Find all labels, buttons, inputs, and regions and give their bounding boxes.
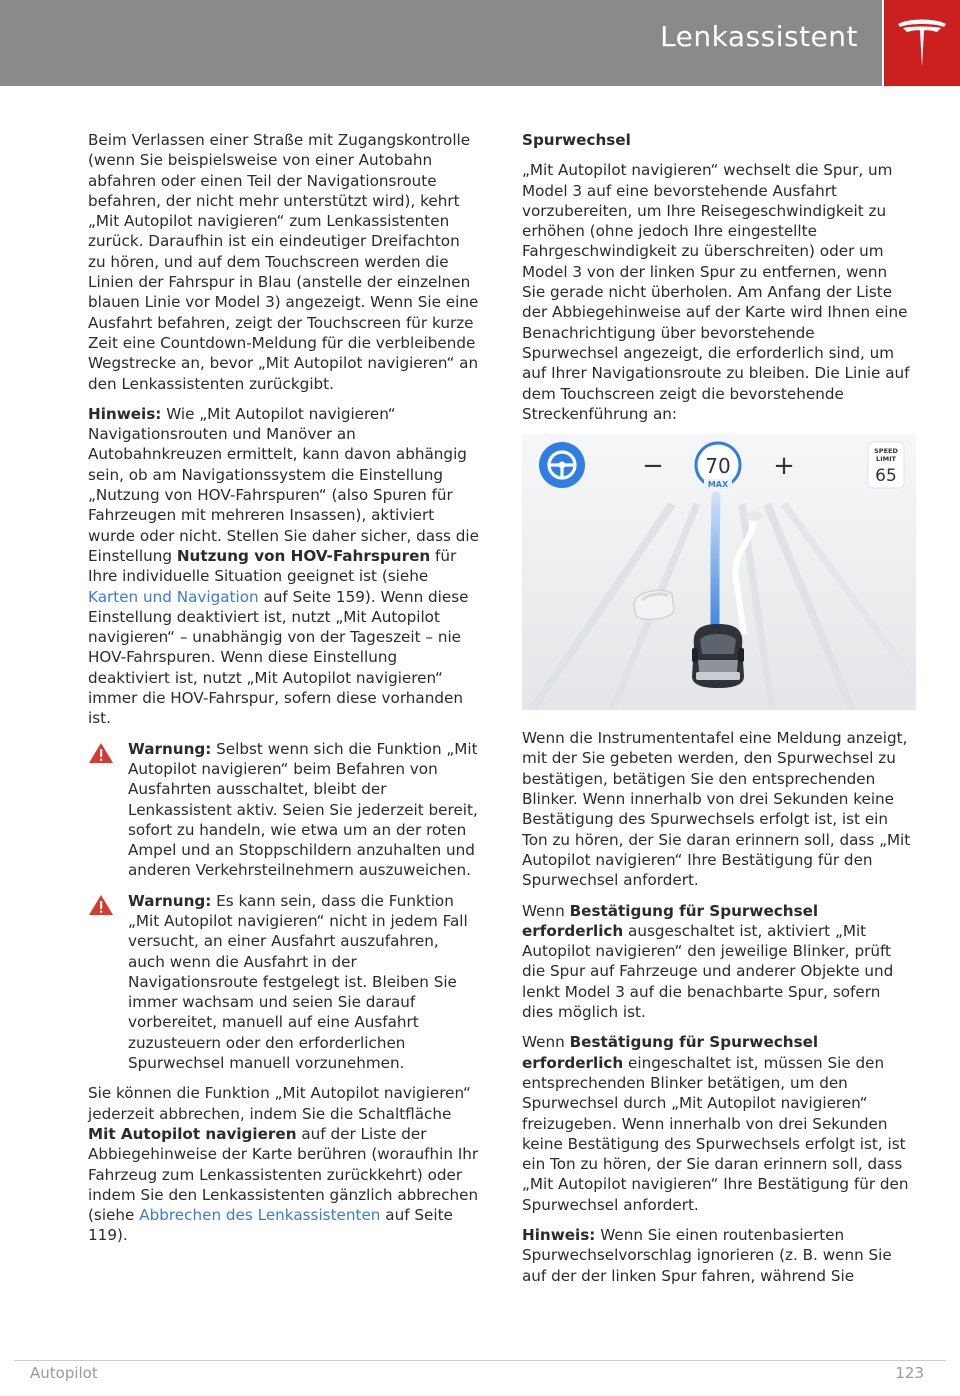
note-label: Hinweis: [88,404,162,423]
touchscreen-figure [522,434,916,710]
note-text-a: Wie „Mit Autopilot navigieren“ Navigationsrouten und Manöver an Autobahnkreuzen ermittelt, kann davon abhängig sein, ob am Navigationssystem die Einstellung „Nutzung von HOV-Fahrspuren“ (also Spuren für Fahrzeugen mit mehreren Insassen), aktiviert wurde oder nicht. Stellen Sie daher sicher, dass die Einstellung [88,404,479,565]
route-line [715,496,716,629]
left-column [88,130,480,1256]
text: Wenn [522,1033,570,1052]
speed-limit-label: SPEED [874,447,898,456]
button-name-nav-autopilot: Mit Autopilot navigieren [88,1124,297,1143]
right-column [522,130,914,1296]
note-label: Hinweis: [522,1225,596,1244]
warning-label: Warnung: [128,891,212,910]
warning-text: Selbst wenn sich die Funktion „Mit Autopilot navigieren“ beim Befahren von Ausfahrten ausschaltet, bleibt der Lenkassistent aktiv. Seien Sie jederzeit bereit, sofort zu handeln, wie etwa um an der roten Ampel und an Stoppschildern anzuhalten und anderen Verkehrsteilnehmern auszuweichen. [128,739,478,880]
footer-section: Autopilot [30,1364,98,1382]
paragraph-confirm-on [522,1032,914,1215]
paragraph-cancel [88,1083,480,1245]
speed-limit-label: LIMIT [876,455,896,464]
paragraph-lane-change-intro: „Mit Autopilot navigieren“ wechselt die Spur, um Model 3 auf eine bevorstehende Ausfahrt vorzubereiten, um Ihre Reisegeschwindigkeit zu erhöhen (ohne jedoch Ihre eingestellte Fahrgeschwindigkeit zu überschreiten) oder um Model 3 von der linken Spur zu entfernen, wenn Sie gerade nicht überholen. Am Anfang der Liste der Abbiegehinweise auf der Karte wird Ihnen eine Benachrichtigung über bevorstehende Spurwechsel angezeigt, die erforderlich sind, um auf Ihrer Navigationsroute zu bleiben. Die Linie auf dem Touchscreen zeigt die bevorstehende Streckenführung an: [522,161,910,423]
warning-label: Warnung: [128,739,212,758]
page-title: Lenkassistent [660,20,858,53]
note-text-c: auf Seite 159). Wenn diese Einstellung deaktiviert ist, nutzt „Mit Autopilot navigieren“ – unabhängig von der Tageszeit – nie HOV-Fahrspuren. Wenn diese Einstellung deaktiviert ist, nutzt „Mit Autopilot navigieren“ immer die HOV-Fahrspur, sofern diese vorhanden ist. [88,587,469,728]
speed-increase-button[interactable]: + [773,451,795,482]
link-maps-navigation[interactable]: Karten und Navigation [88,587,259,606]
touchscreen-illustration [522,434,916,710]
cancel-text-a: Sie können die Funktion „Mit Autopilot navigieren“ jederzeit abbrechen, indem Sie die Schaltfläche [88,1084,471,1123]
speed-limit-value: 65 [875,466,897,487]
note-route-lane-change [522,1225,914,1286]
footer-divider [14,1360,946,1361]
text: Wenn [522,901,570,920]
setting-name-confirm: Bestätigung für Spurwechsel erforderlich [522,901,819,940]
set-speed-indicator [696,443,740,489]
note-hov [88,404,480,729]
warning-icon [88,894,114,916]
speed-decrease-button[interactable]: − [642,451,664,482]
warning-block-1 [88,739,480,881]
text: eingeschaltet ist, müssen Sie den entsprechenden Blinker betätigen, um den Spurwechsel durch „Mit Autopilot navigieren“ freizugeben. Wenn innerhalb von drei Sekunden keine Bestätigung des Spurwechsels erfolgt ist, ist ein Ton zu hören, der Sie daran erinnern soll, dass „Mit Autopilot navigieren“ Ihre Bestätigung für den Spurwechsel anfordert. [522,1053,909,1214]
logo-box [884,0,960,86]
max-label: MAX [707,480,729,490]
page-header [0,0,882,86]
setting-name-hov: Nutzung von HOV-Fahrspuren [176,546,431,565]
paragraph-confirm-off [522,901,914,1023]
warning-icon [88,742,114,764]
note-text-b: für Ihre individuelle Situation geeignet ist (siehe [88,546,457,586]
speed-limit-sign [868,442,904,488]
steering-wheel-icon[interactable] [539,442,585,488]
setting-name-confirm: Bestätigung für Spurwechsel erforderlich [522,1033,819,1072]
warning-text: Es kann sein, dass die Funktion „Mit Autopilot navigieren“ nicht in jedem Fall versucht, an einer Ausfahrt auszufahren, auch wenn die Ausfahrt in der Navigationsroute festgelegt ist. Bleiben Sie immer wachsam und seien Sie darauf vorbereitet, manuell auf eine Ausfahrt zuzusteuern oder den erforderlichen Spurwechsel manuell vorzunehmen. [128,891,468,1073]
text: ausgeschaltet ist, aktiviert „Mit Autopilot navigieren“ den jeweilige Blinker, prüft die Spur auf Fahrzeuge und anderer Objekte und lenkt Model 3 auf die benachbarte Spur, sofern dies möglich ist. [522,921,894,1022]
paragraph-exit-behavior: Beim Verlassen einer Straße mit Zugangskontrolle (wenn Sie beispielsweise von einer Autobahn abfahren oder einen Teil der Navigationsroute befahren, der nicht mehr unterstützt wird), kehrt „Mit Autopilot navigieren“ zum Lenkassistenten zurück. Daraufhin ist ein eindeutiger Dreifachton zu hören, und auf dem Touchscreen werden die Linien der Fahrspur in Blau (anstelle der einzelnen blauen Linie vor Model 3) angezeigt. Wenn Sie eine Ausfahrt befahren, zeigt der Touchscreen für kurze Zeit eine Countdown-Meldung für die verbleibende Wegstrecke an, bevor „Mit Autopilot navigieren“ an den Lenkassistenten zurückgibt. [88,131,479,393]
paragraph-confirm-lane-change: Wenn die Instrumententafel eine Meldung anzeigt, mit der Sie gebeten werden, den Spurwechsel zu bestätigen, betätigen Sie den entsprechenden Blinker. Wenn innerhalb von drei Sekunden keine Bestätigung des Spurwechsels erfolgt ist, ist ein Ton zu hören, der Sie daran erinnern soll, dass „Mit Autopilot navigieren“ Ihre Bestätigung für den Spurwechsel anfordert. [522,729,911,890]
cancel-text-b: auf der Liste der Abbiegehinweise der Karte berühren (woraufhin Ihr Fahrzeug zum Lenkassistenten zurückkehrt) oder indem Sie den Lenkassistenten gänzlich abbrechen (siehe [88,1124,479,1225]
distant-car [746,511,762,521]
set-speed-value: 70 [705,454,731,479]
own-car [692,624,744,688]
page-number: 123 [895,1364,924,1382]
cancel-text-c: auf Seite 119). [88,1206,453,1245]
warning-block-2 [88,891,480,1074]
section-heading-lane-change: Spurwechsel [522,131,631,149]
note-text: Wenn Sie einen routenbasierten Spurwechselvorschlag ignorieren (z. B. wenn Sie auf der der linken Spur fahren, während Sie [522,1225,892,1285]
other-car [634,591,674,620]
link-cancel-autosteer[interactable]: Abbrechen des Lenkassistenten [139,1206,381,1225]
tesla-logo-icon [895,15,949,71]
